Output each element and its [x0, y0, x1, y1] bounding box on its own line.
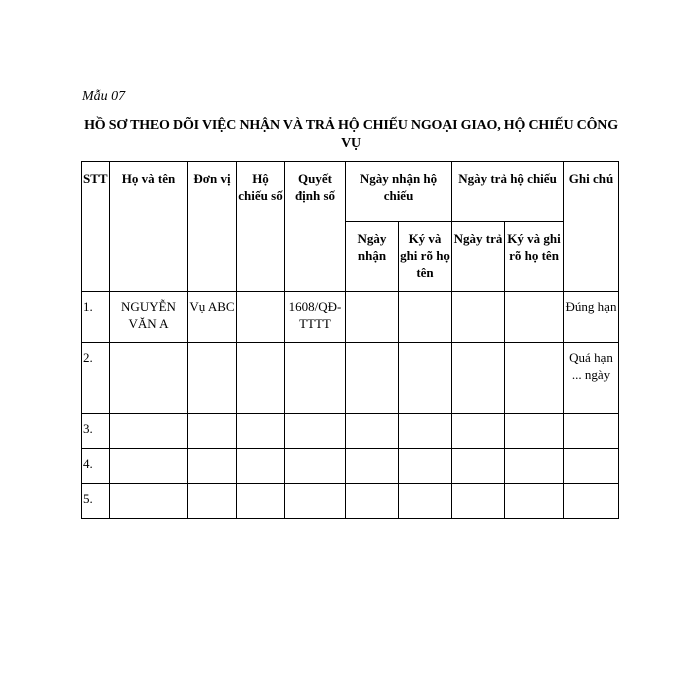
cell-ghi-chu: Đúng hạn	[564, 292, 619, 343]
header-ky-nhan: Ký và ghi rõ họ tên	[399, 222, 452, 292]
cell-ky-tra	[505, 343, 564, 414]
cell-ngay-nhan	[346, 449, 399, 484]
cell-ky-tra	[505, 414, 564, 449]
cell-ky-tra	[505, 449, 564, 484]
cell-quyet-dinh-so	[285, 414, 346, 449]
cell-stt: 3.	[82, 414, 110, 449]
cell-stt: 1.	[82, 292, 110, 343]
cell-ho-ten	[110, 414, 188, 449]
header-stt: STT	[82, 162, 110, 292]
cell-ho-chieu-so	[237, 292, 285, 343]
cell-ky-nhan	[399, 414, 452, 449]
passport-tracking-table	[81, 161, 619, 519]
cell-ho-chieu-so	[237, 343, 285, 414]
cell-don-vi: Vụ ABC	[188, 292, 237, 343]
cell-ghi-chu	[564, 484, 619, 519]
cell-ky-nhan	[399, 484, 452, 519]
cell-quyet-dinh-so: 1608/QĐ-TTTT	[285, 292, 346, 343]
cell-ky-nhan	[399, 292, 452, 343]
document-title: HỒ SƠ THEO DÕI VIỆC NHẬN VÀ TRẢ HỘ CHIẾU NGOẠI GIAO, HỘ CHIẾU CÔNG VỤ	[84, 118, 618, 151]
cell-ghi-chu	[564, 449, 619, 484]
cell-ky-nhan	[399, 343, 452, 414]
cell-ghi-chu: Quá hạn ... ngày	[564, 343, 619, 414]
cell-ho-chieu-so	[237, 484, 285, 519]
table-row	[82, 449, 619, 484]
cell-ngay-tra	[452, 414, 505, 449]
cell-stt: 4.	[82, 449, 110, 484]
table-row	[82, 292, 619, 343]
form-code: Mẫu 07	[82, 89, 126, 104]
cell-ho-ten	[110, 484, 188, 519]
cell-don-vi	[188, 414, 237, 449]
cell-ho-chieu-so	[237, 414, 285, 449]
cell-ho-ten	[110, 343, 188, 414]
cell-quyet-dinh-so	[285, 449, 346, 484]
cell-ngay-tra	[452, 484, 505, 519]
header-ghi-chu: Ghi chú	[564, 162, 619, 292]
table-row	[82, 414, 619, 449]
cell-quyet-dinh-so	[285, 484, 346, 519]
cell-ngay-nhan	[346, 484, 399, 519]
cell-stt: 5.	[82, 484, 110, 519]
header-quyet-dinh-so: Quyết định số	[285, 162, 346, 292]
header-ngay-tra: Ngày trả	[452, 222, 505, 292]
header-ky-tra: Ký và ghi rõ họ tên	[505, 222, 564, 292]
header-ngay-nhan: Ngày nhận	[346, 222, 399, 292]
header-ho-chieu-so: Hộ chiếu số	[237, 162, 285, 292]
table-row	[82, 484, 619, 519]
cell-quyet-dinh-so	[285, 343, 346, 414]
cell-ngay-nhan	[346, 343, 399, 414]
table-row	[82, 343, 619, 414]
cell-don-vi	[188, 484, 237, 519]
cell-ngay-tra	[452, 343, 505, 414]
cell-ky-tra	[505, 484, 564, 519]
cell-ky-tra	[505, 292, 564, 343]
header-ho-ten: Họ và tên	[110, 162, 188, 292]
cell-ngay-nhan	[346, 292, 399, 343]
cell-stt: 2.	[82, 343, 110, 414]
cell-ho-ten	[110, 449, 188, 484]
cell-ngay-tra	[452, 449, 505, 484]
header-ngay-tra-group: Ngày trả hộ chiếu	[452, 162, 564, 222]
header-row	[82, 162, 619, 222]
header-ngay-nhan-group: Ngày nhận hộ chiếu	[346, 162, 452, 222]
cell-ghi-chu	[564, 414, 619, 449]
cell-don-vi	[188, 449, 237, 484]
header-don-vi: Đơn vị	[188, 162, 237, 292]
cell-ho-chieu-so	[237, 449, 285, 484]
cell-ngay-nhan	[346, 414, 399, 449]
cell-don-vi	[188, 343, 237, 414]
cell-ho-ten: NGUYỄN VĂN A	[110, 292, 188, 343]
cell-ky-nhan	[399, 449, 452, 484]
cell-ngay-tra	[452, 292, 505, 343]
